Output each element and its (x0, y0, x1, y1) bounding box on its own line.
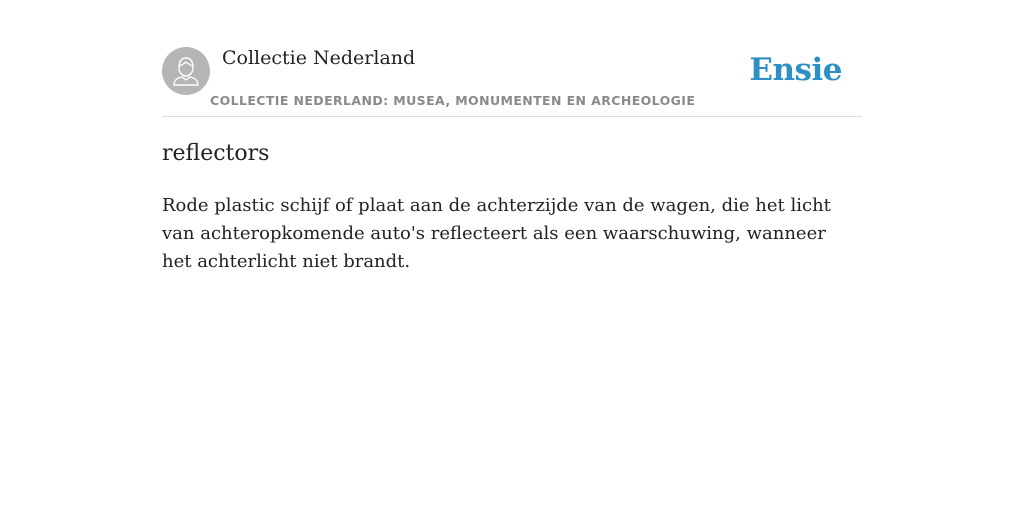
brand-logo[interactable]: Ensie (749, 52, 842, 88)
definition-text: Rode plastic schijf of plaat aan de achterzijde van de wagen, die het licht van achteropkomende auto's reflecteert als een waarschuwing, wanneer het achterlicht niet brandt. (162, 195, 831, 272)
author-name[interactable]: Collectie Nederland (222, 47, 416, 69)
avatar[interactable] (162, 47, 210, 95)
author-subtitle: COLLECTIE NEDERLAND: MUSEA, MONUMENTEN EN ARCHEOLOGIE (210, 93, 696, 108)
author-header (162, 46, 862, 117)
term-title: reflectors (162, 141, 270, 166)
user-silhouette-icon (162, 47, 210, 95)
